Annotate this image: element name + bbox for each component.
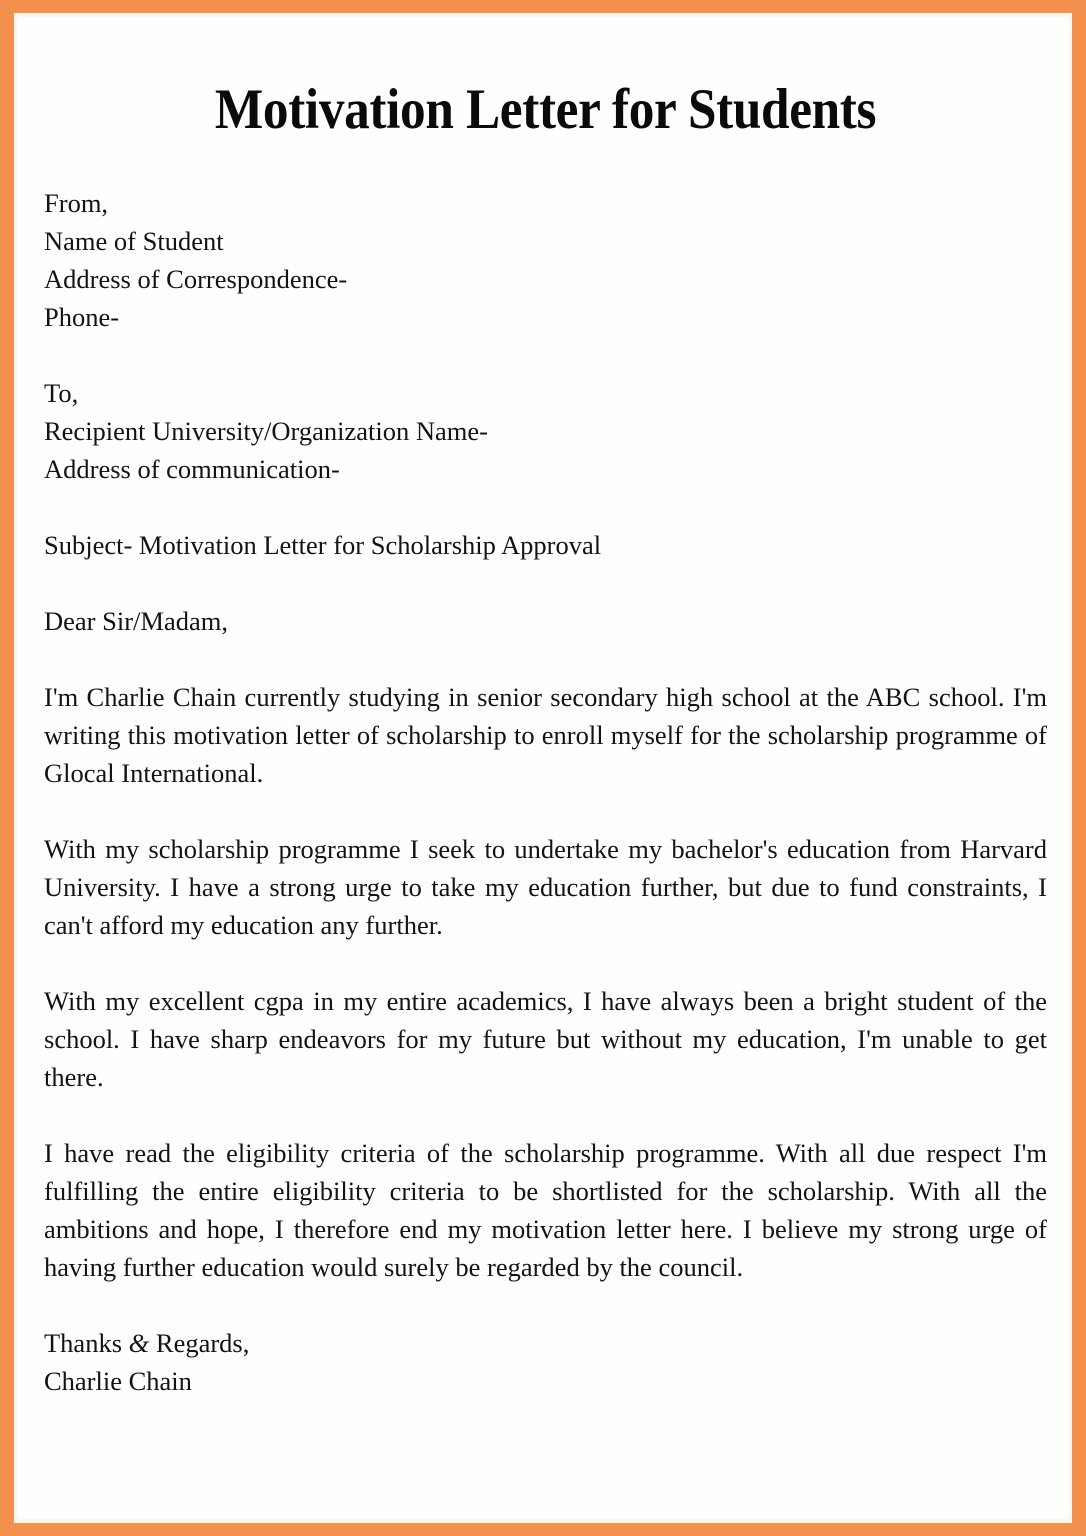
letter-page-sheet	[17, 17, 1069, 1519]
body-paragraph-1: I'm Charlie Chain currently studying in senior secondary high school at the ABC school. I'm writing this motivation letter of scholarship to enroll myself for the scholarship programme of Glocal International.	[44, 682, 1047, 788]
spacer-after-paragraph-4	[44, 1286, 1047, 1324]
closing-block	[44, 1324, 1047, 1400]
spacer-after-paragraph-3	[44, 1096, 1047, 1134]
subject-line: Subject- Motivation Letter for Scholarship Approval	[44, 530, 602, 560]
spacer-after-paragraph-2	[44, 944, 1047, 982]
spacer-after-paragraph-1	[44, 792, 1047, 830]
spacer-after-subject	[44, 564, 1047, 602]
recipient-line-organization: Recipient University/Organization Name-	[44, 416, 488, 446]
salutation: Dear Sir/Madam,	[44, 606, 228, 636]
sender-line-phone: Phone-	[44, 302, 120, 332]
letter-content	[17, 17, 1069, 1400]
sender-line-name: Name of Student	[44, 226, 224, 256]
body-paragraph-4: I have read the eligibility criteria of the scholarship programme. With all due respect I'm fulfilling the entire eligibility criteria to be shortlisted for the scholarship. With all the ambitions and hope, I therefore end my motivation letter here. I believe my strong urge of having further education would surely be regarded by the council.	[44, 1138, 1047, 1282]
sender-line-from: From,	[44, 188, 109, 218]
page-title: Motivation Letter for Students	[214, 78, 877, 141]
recipient-line-to: To,	[44, 378, 79, 408]
page-inner-cream-rule	[14, 13, 1072, 1523]
recipient-address-block	[44, 374, 1047, 488]
sign-off-text-before: Thanks	[44, 1328, 129, 1358]
sender-line-address: Address of Correspondence-	[44, 264, 348, 294]
recipient-line-address: Address of communication-	[44, 454, 340, 484]
sign-off-text-after: Regards,	[149, 1328, 250, 1358]
spacer-after-sender	[44, 336, 1047, 374]
body-paragraph-2: With my scholarship programme I seek to undertake my bachelor's education from Harvard University. I have a strong urge to take my education further, but due to fund constraints, I can't afford my education any further.	[44, 834, 1047, 940]
sign-off-line	[44, 1324, 1047, 1362]
sender-address-block	[44, 184, 1047, 336]
ampersand-glyph: &	[128, 1328, 150, 1358]
body-paragraph-3: With my excellent cgpa in my entire academics, I have always been a bright student of the school. I have sharp endeavors for my future but without my education, I'm unable to get there.	[44, 986, 1047, 1092]
signature-name: Charlie Chain	[44, 1366, 192, 1396]
spacer-after-recipient	[44, 488, 1047, 526]
spacer-after-salutation	[44, 640, 1047, 678]
